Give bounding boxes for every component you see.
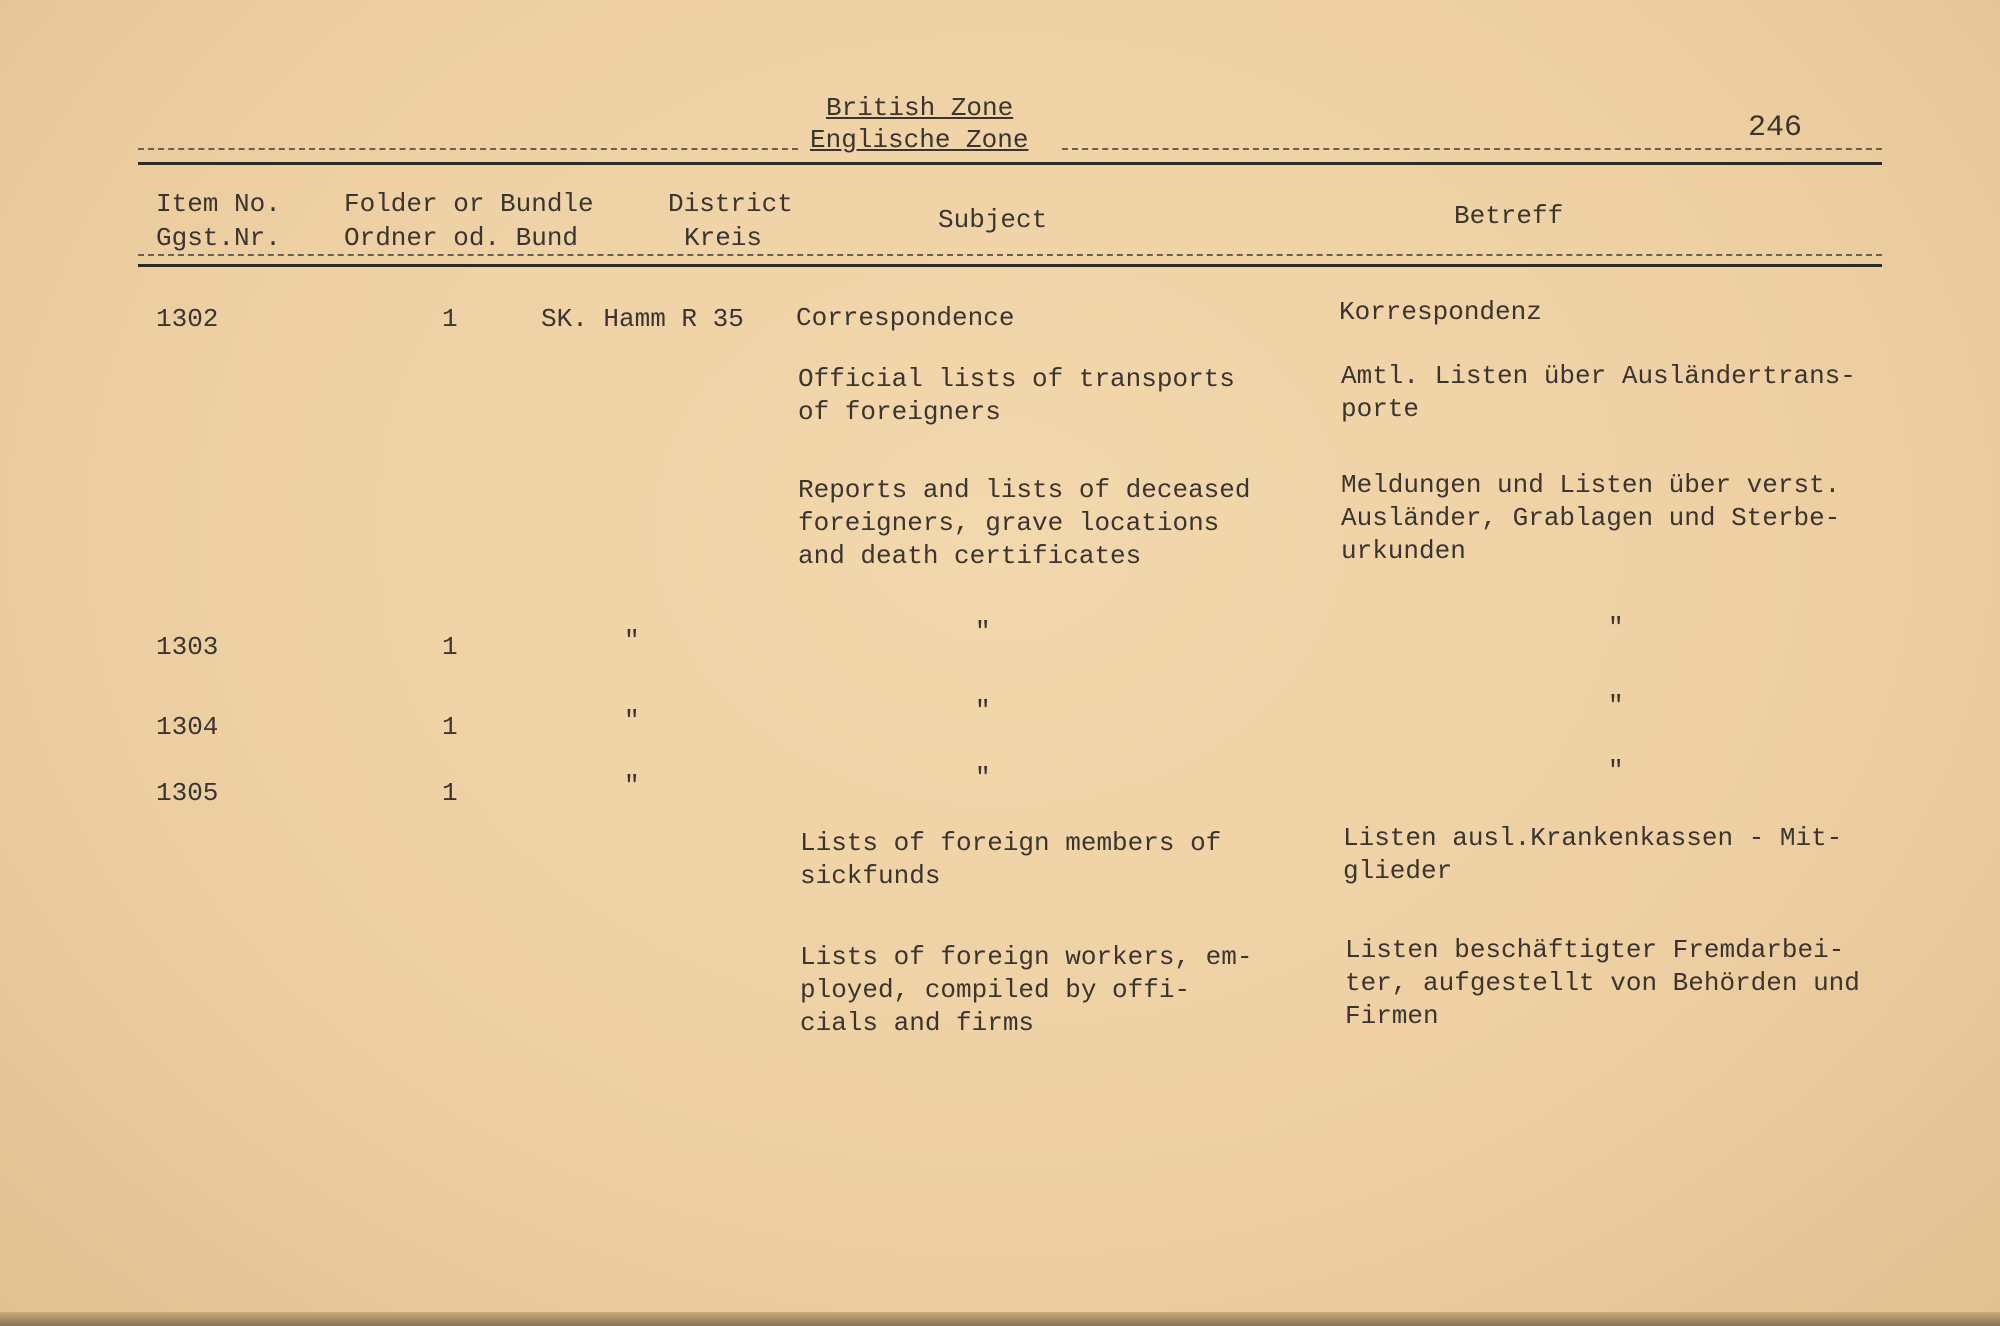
col-subject: Subject (938, 205, 1048, 235)
page-number: 246 (1748, 111, 1803, 145)
item-number: 1304 (156, 712, 219, 742)
top-rule (138, 162, 1882, 165)
folder-number: 1 (442, 632, 458, 662)
item-number: 1305 (156, 778, 219, 808)
header-rule (138, 264, 1882, 267)
folder-number: 1 (442, 712, 458, 742)
col-district-de: Kreis (684, 223, 763, 253)
ditto-mark: " (975, 763, 991, 793)
col-district-en: District (668, 189, 793, 219)
ditto-mark: " (1608, 613, 1624, 643)
col-betreff: Betreff (1454, 201, 1564, 231)
subject-entry: Correspondence (796, 303, 1015, 333)
subject-entry: Lists of foreign members of sickfunds (800, 828, 1222, 891)
zone-title-de: Englische Zone (810, 125, 1029, 155)
betreff-entry: Amtl. Listen über Ausländertrans- porte (1341, 361, 1856, 424)
ditto-mark: " (624, 771, 640, 801)
item-number: 1303 (156, 632, 219, 662)
district: SK. Hamm R 35 (541, 304, 744, 334)
page-edge (0, 1312, 2000, 1326)
ditto-mark: " (624, 626, 640, 656)
betreff-entry: Listen ausl.Krankenkassen - Mit- glieder (1343, 823, 1843, 886)
col-folder-de: Ordner od. Bund (344, 223, 579, 253)
subject-entry: Reports and lists of deceased foreigners, grave locations and death certificates (798, 475, 1251, 571)
col-folder-en: Folder or Bundle (344, 189, 594, 219)
betreff-entry: Meldungen und Listen über verst. Ausländer, Grablagen und Sterbe- urkunden (1341, 470, 1841, 566)
ditto-mark: " (1608, 756, 1624, 786)
subject-entry: Lists of foreign workers, em- ployed, compiled by offi- cials and firms (800, 942, 1253, 1038)
ditto-mark: " (624, 706, 640, 736)
ditto-mark: " (975, 617, 991, 647)
betreff-entry: Listen beschäftigter Fremdarbei- ter, aufgestellt von Behörden und Firmen (1345, 935, 1860, 1031)
ditto-mark: " (975, 696, 991, 726)
col-item-de: Ggst.Nr. (156, 223, 281, 253)
item-number: 1302 (156, 304, 219, 334)
subject-entry: Official lists of transports of foreigners (798, 364, 1235, 427)
divider (138, 254, 1882, 256)
folder-number: 1 (442, 304, 458, 334)
folder-number: 1 (442, 778, 458, 808)
zone-title-en: British Zone (826, 93, 1014, 123)
col-item-en: Item No. (156, 189, 281, 219)
divider (138, 148, 798, 150)
betreff-entry: Korrespondenz (1339, 297, 1542, 327)
divider (1062, 148, 1882, 150)
ditto-mark: " (1608, 691, 1624, 721)
